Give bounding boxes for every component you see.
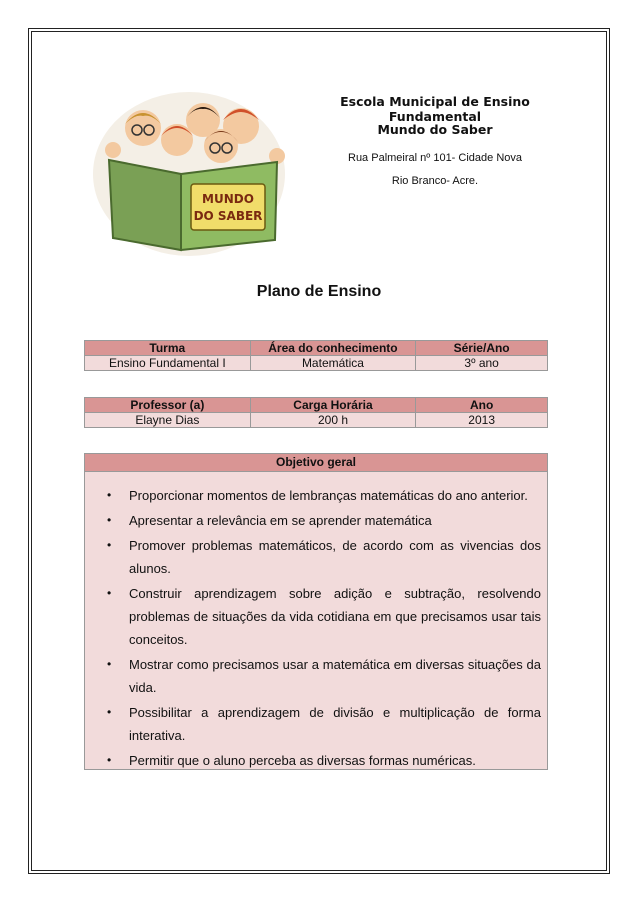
bullet-icon: •	[107, 513, 112, 527]
objective-text: Mostrar como precisamos usar a matemática em diversas situações da vida.	[129, 657, 541, 695]
bullet-icon: •	[107, 753, 112, 767]
list-item	[107, 509, 541, 532]
bullet-icon: •	[107, 488, 112, 502]
cell-area: Matemática	[250, 356, 416, 371]
bullet-icon: •	[107, 705, 112, 719]
table-header-row	[85, 341, 548, 356]
objective-section	[84, 453, 548, 770]
objective-text: Construir aprendizagem sobre adição e subtração, resolvendo problemas de situações da vida cotidiana em que precisamos usar tais conceitos.	[129, 586, 541, 647]
table-header-row	[85, 398, 548, 413]
table-row	[85, 356, 548, 371]
header-turma: Turma	[85, 341, 251, 356]
objective-text: Proporcionar momentos de lembranças matemáticas do ano anterior.	[129, 488, 528, 503]
objective-header: Objetivo geral	[85, 454, 547, 472]
objective-text: Promover problemas matemáticos, de acordo com as vivencias dos alunos.	[129, 538, 541, 576]
list-item	[107, 701, 541, 747]
cell-carga: 200 h	[250, 413, 416, 428]
bullet-icon: •	[107, 657, 112, 671]
school-city: Rio Branco- Acre.	[391, 175, 479, 187]
list-item	[107, 653, 541, 699]
list-item	[107, 484, 541, 507]
cell-turma: Ensino Fundamental I	[85, 356, 251, 371]
objective-list	[85, 484, 547, 772]
cell-professor: Elayne Dias	[85, 413, 251, 428]
logo-text-line1: MUNDO	[202, 192, 254, 206]
cell-serie: 3º ano	[416, 356, 548, 371]
mundo-do-saber-logo	[91, 90, 287, 258]
school-subtitle: Mundo do Saber	[377, 122, 493, 137]
child-head	[204, 129, 238, 163]
bullet-icon: •	[107, 586, 112, 600]
list-item	[107, 582, 541, 651]
page-title: Plano de Ensino	[256, 283, 382, 300]
objective-text: Apresentar a relevância em se aprender matemática	[129, 513, 432, 528]
objective-text: Possibilitar a aprendizagem de divisão e multiplicação de forma interativa.	[129, 705, 541, 743]
school-address: Rua Palmeiral nº 101- Cidade Nova	[348, 152, 522, 164]
header-serie: Série/Ano	[416, 341, 548, 356]
objective-text: Permitir que o aluno perceba as diversas formas numéricas.	[129, 753, 476, 768]
list-item	[107, 749, 541, 772]
school-name: Escola Municipal de Ensino Fundamental	[340, 94, 530, 124]
list-item	[107, 534, 541, 580]
header-carga: Carga Horária	[250, 398, 416, 413]
header-professor: Professor (a)	[85, 398, 251, 413]
table-row	[85, 413, 548, 428]
header-ano: Ano	[416, 398, 548, 413]
bullet-icon: •	[107, 538, 112, 552]
teacher-info-table	[84, 397, 548, 428]
class-info-table	[84, 340, 548, 371]
logo-text-line2: DO SABER	[193, 209, 263, 223]
header-area: Área do conhecimento	[250, 341, 416, 356]
cell-ano: 2013	[416, 413, 548, 428]
child-head	[161, 124, 193, 156]
